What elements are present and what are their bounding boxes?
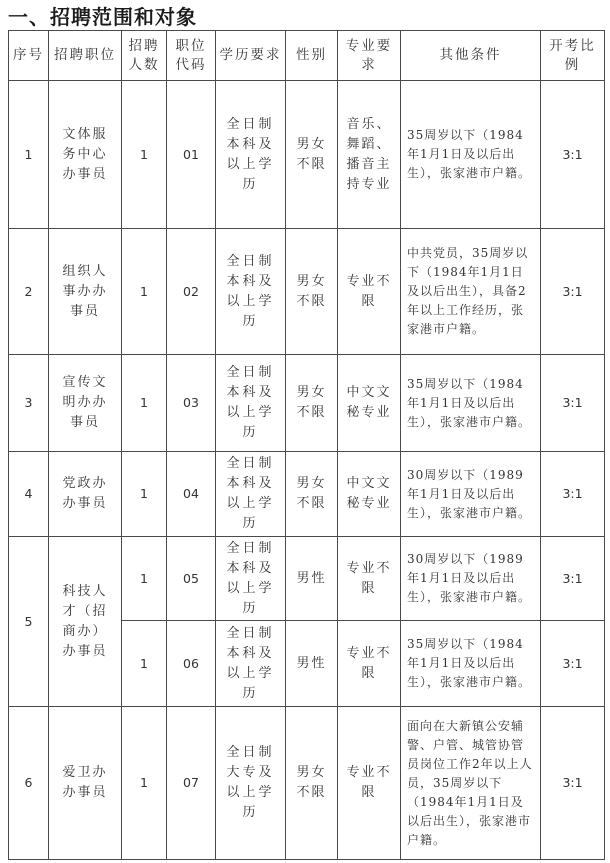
code-cell: 07 (167, 707, 216, 860)
code-cell: 01 (167, 81, 216, 229)
header-row (9, 31, 605, 81)
seq-cell: 1 (9, 81, 49, 229)
position-cell: 爱卫办办事员 (49, 707, 122, 860)
header-count: 招聘人数 (122, 31, 167, 81)
ratio-cell: 3:1 (541, 707, 605, 860)
major-cell: 中文文秘专业 (338, 355, 401, 452)
major-cell: 专业不限 (338, 537, 401, 621)
position-cell: 组织人事办办事员 (49, 229, 122, 355)
count-cell: 1 (122, 707, 167, 860)
edu-cell: 全日制本科及以上学历 (216, 81, 286, 229)
header-edu: 学历要求 (216, 31, 286, 81)
ratio-cell: 3:1 (541, 81, 605, 229)
gender-cell: 男女不限 (286, 81, 338, 229)
seq-cell: 6 (9, 707, 49, 860)
table-row (9, 81, 605, 229)
count-cell: 1 (122, 452, 167, 537)
other-cell: 中共党员，35周岁以下（1984年1月1日及以后出生），具备2年以上工作经历，张家港市户籍。 (401, 229, 541, 355)
header-gender: 性别 (286, 31, 338, 81)
table-row (9, 452, 605, 537)
header-ratio: 开考比例 (541, 31, 605, 81)
position-cell: 党政办办事员 (49, 452, 122, 537)
major-cell: 音乐、舞蹈、播音主持专业 (338, 81, 401, 229)
seq-cell: 5 (9, 537, 49, 707)
gender-cell: 男女不限 (286, 355, 338, 452)
recruitment-table (8, 30, 605, 860)
major-cell: 中文文秘专业 (338, 452, 401, 537)
gender-cell: 男性 (286, 537, 338, 621)
major-cell: 专业不限 (338, 229, 401, 355)
gender-cell: 男女不限 (286, 229, 338, 355)
other-cell: 35周岁以下（1984年1月1日及以后出生），张家港市户籍。 (401, 81, 541, 229)
gender-cell: 男性 (286, 621, 338, 707)
count-cell: 1 (122, 229, 167, 355)
other-cell: 30周岁以下（1989年1月1日及以后出生），张家港市户籍。 (401, 537, 541, 621)
edu-cell: 全日制本科及以上学历 (216, 621, 286, 707)
ratio-cell: 3:1 (541, 229, 605, 355)
count-cell: 1 (122, 355, 167, 452)
edu-cell: 全日制本科及以上学历 (216, 452, 286, 537)
header-major: 专业要求 (338, 31, 401, 81)
other-cell: 35周岁以下（1984年1月1日及以后出生），张家港市户籍。 (401, 355, 541, 452)
header-seq: 序号 (9, 31, 49, 81)
table-row (9, 229, 605, 355)
edu-cell: 全日制本科及以上学历 (216, 537, 286, 621)
other-cell: 面向在大新镇公安辅警、户管、城管协管员岗位工作2年以上人员，35周岁以下（1984年1月1日及以后出生），张家港市户籍。 (401, 707, 541, 860)
other-cell: 35周岁以下（1984年1月1日及以后出生），张家港市户籍。 (401, 621, 541, 707)
major-cell: 专业不限 (338, 707, 401, 860)
position-cell: 宣传文明办办事员 (49, 355, 122, 452)
position-cell: 科技人才（招商办）办事员 (49, 537, 122, 707)
other-cell: 30周岁以下（1989年1月1日及以后出生），张家港市户籍。 (401, 452, 541, 537)
seq-cell: 3 (9, 355, 49, 452)
count-cell: 1 (122, 621, 167, 707)
code-cell: 02 (167, 229, 216, 355)
table-row (9, 355, 605, 452)
gender-cell: 男女不限 (286, 707, 338, 860)
code-cell: 04 (167, 452, 216, 537)
code-cell: 06 (167, 621, 216, 707)
ratio-cell: 3:1 (541, 355, 605, 452)
header-code: 职位代码 (167, 31, 216, 81)
header-other: 其他条件 (401, 31, 541, 81)
seq-cell: 2 (9, 229, 49, 355)
ratio-cell: 3:1 (541, 452, 605, 537)
seq-cell: 4 (9, 452, 49, 537)
count-cell: 1 (122, 537, 167, 621)
table-row (9, 537, 605, 621)
section-title: 一、招聘范围和对象 (8, 5, 197, 29)
header-position: 招聘职位 (49, 31, 122, 81)
code-cell: 03 (167, 355, 216, 452)
position-cell: 文体服务中心办事员 (49, 81, 122, 229)
edu-cell: 全日制大专及以上学历 (216, 707, 286, 860)
ratio-cell: 3:1 (541, 537, 605, 621)
edu-cell: 全日制本科及以上学历 (216, 229, 286, 355)
ratio-cell: 3:1 (541, 621, 605, 707)
edu-cell: 全日制本科及以上学历 (216, 355, 286, 452)
table-row (9, 707, 605, 860)
major-cell: 专业不限 (338, 621, 401, 707)
count-cell: 1 (122, 81, 167, 229)
code-cell: 05 (167, 537, 216, 621)
gender-cell: 男女不限 (286, 452, 338, 537)
